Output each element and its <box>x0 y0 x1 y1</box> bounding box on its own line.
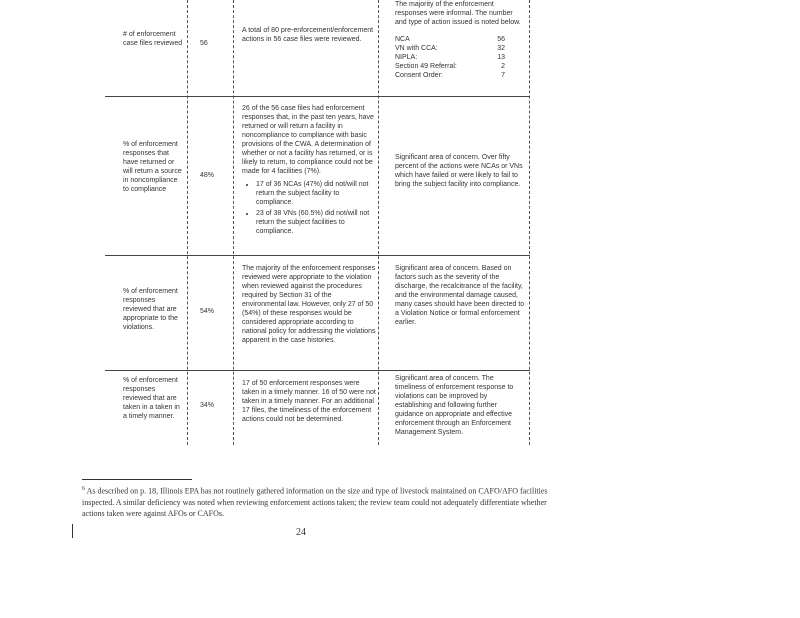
row1-metric: # of enforcement case files reviewed <box>123 31 183 47</box>
row2-value: 48% <box>200 172 215 179</box>
bullet-item: • 17 of 36 NCAs (47%) did not/will not return the subject facility to compliance. <box>256 180 376 207</box>
stat-row <box>395 53 505 62</box>
row4-significance: Significant area of concern. The timeliness of enforcement response to violations can be improved by establishing and following further guidance on appropriate and effective enforcement through an Enforcement Management System. <box>395 375 514 436</box>
column-divider-2 <box>233 0 234 445</box>
row1-significance-cell <box>395 0 525 80</box>
bullet-item: • 23 of 38 VNs (60.5%) did not/will not return the subject facilities to compliance. <box>256 209 376 236</box>
stat-label: NCA <box>395 36 410 43</box>
stat-row <box>395 44 505 53</box>
row1-value: 56 <box>200 40 208 47</box>
stat-value: 2 <box>501 63 505 70</box>
stat-value: 7 <box>501 72 505 79</box>
stat-label: Consent Order: <box>395 72 443 79</box>
row1-finding: A total of 80 pre-enforcement/enforcement actions in 56 case files were reviewed. <box>242 27 374 43</box>
row3-metric: % of enforcement responses reviewed that are appropriate to the violations. <box>123 288 178 331</box>
stat-label: Section 49 Referral: <box>395 63 457 70</box>
footnote-rule <box>82 479 192 480</box>
stat-row <box>395 71 505 80</box>
row2-finding-cell <box>242 104 376 238</box>
stat-label: NIPLA: <box>395 54 418 61</box>
action-stats <box>395 35 525 80</box>
column-divider-1 <box>187 0 188 445</box>
footnote-text: As described on p. 18, Illinois EPA has not routinely gathered information on the size and type of livestock maintained on CAFO/AFO facilities inspected. A similar deficiency was noted when reviewing enforcement actions taken; the review team could not adequately differentiate whether actions taken were against AFOs or CAFOs. <box>82 486 548 518</box>
enforcement-table <box>105 0 530 445</box>
row1-significance: The majority of the enforcement responses were informal. The number and type of action issued is noted below. <box>395 1 521 26</box>
row-divider-2 <box>105 255 530 256</box>
row4-finding: 17 of 50 enforcement responses were taken in a timely manner. 16 of 50 were not taken in a timely manner. For an additional 17 files, the timeliness of the enforcement actions could not be determined. <box>242 380 376 423</box>
row2-significance: Significant area of concern. Over fifty percent of the actions were NCAs or VNs which have failed or were likely to fail to bring the subject facility into compliance. <box>395 154 523 188</box>
row-divider-3 <box>105 370 530 371</box>
margin-change-bar <box>72 524 73 538</box>
row2-bullets <box>242 180 376 236</box>
row4-value: 34% <box>200 402 215 409</box>
row3-significance: Significant area of concern. Based on factors such as the severity of the discharge, the recalcitrance of the facility, and the environmental damage caused, many cases should have been directed to a Violation Notice or formal enforcement earlier. <box>395 265 525 326</box>
footnote <box>82 484 552 519</box>
row3-finding: The majority of the enforcement responses reviewed were appropriate to the violation when reviewed against the procedures required by Section 31 of the environmental law. However, only 27 of 50 (54%) of these responses would be considered appropriate according to national policy for addressing the violations apparent in the case histories. <box>242 265 376 344</box>
stat-value: 32 <box>497 45 505 52</box>
column-divider-4 <box>529 0 530 445</box>
footnote-number: 6 <box>82 486 85 492</box>
stat-value: 13 <box>497 54 505 61</box>
stat-label: VN with CCA: <box>395 45 438 52</box>
row2-metric: % of enforcement responses that have returned or will return a source in noncompliance to compliance <box>123 141 182 193</box>
row3-value: 54% <box>200 308 215 315</box>
row2-finding: 26 of the 56 case files had enforcement responses that, in the past ten years, have returned or will return a facility in noncompliance to compliance with basic provisions of the CWA. A determination of whether or not a facility has returned, or is likely to return, to compliance could not be made for 4 facilities (7%). <box>242 105 374 175</box>
stat-row <box>395 62 505 71</box>
row-divider-1 <box>105 96 530 97</box>
stat-row <box>395 35 505 44</box>
stat-value: 56 <box>497 36 505 43</box>
row4-metric: % of enforcement responses reviewed that are taken in a taken in a timely manner. <box>123 377 180 420</box>
page-number: 24 <box>296 527 306 538</box>
column-divider-3 <box>378 0 379 445</box>
